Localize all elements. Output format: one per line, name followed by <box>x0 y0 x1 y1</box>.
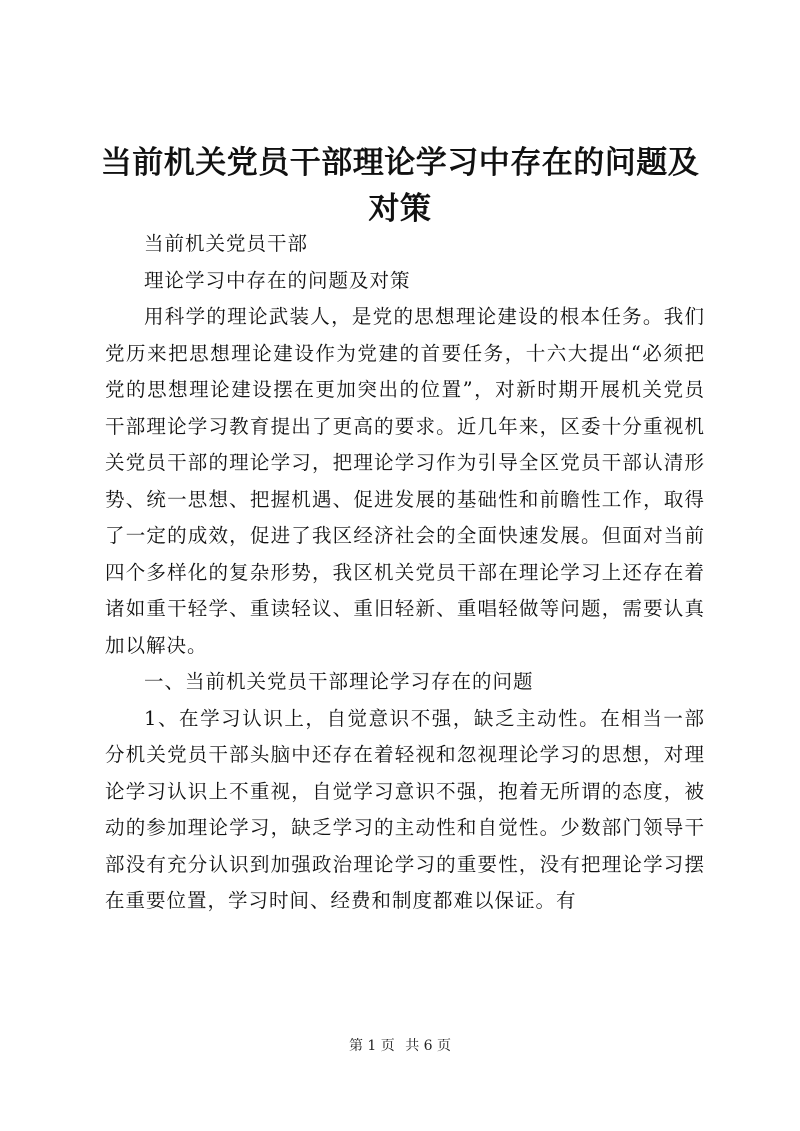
paragraph-introduction: 用科学的理论武装人，是党的思想理论建设的根本任务。我们党历来把思想理论建设作为党建的首要任务，十六大提出“必须把党的思想理论建设摆在更加突出的位置”，对新时期开展机关党员干部理论学习教育提出了更高的要求。近几年来，区委十分重视机关党员干部的理论学习，把理论学习作为引导全区党员干部认清形势、统一思想、把握机遇、促进发展的基础性和前瞻性工作，取得了一定的成效，促进了我区经济社会的全面快速发展。但面对当前四个多样化的复杂形势，我区机关党员干部在理论学习上还存在着诸如重干轻学、重读轻议、重旧轻新、重唱轻做等问题，需要认真加以解决。 <box>105 305 705 657</box>
section-heading: 一、当前机关党员干部理论学习存在的问题 <box>144 670 534 693</box>
paragraph-subtitle-line-2: 理论学习中存在的问题及对策 <box>144 268 411 292</box>
paragraph-point-1: 1、在学习认识上，自觉意识不强，缺乏主动性。在相当一部分机关党员干部头脑中还存在着轻视和忽视理论学习的思想，对理论学习认识上不重视，自觉学习意识不强，抱着无所谓的态度，被动的参加理论学习，缺乏学习的主动性和自觉性。少数部门领导干部没有充分认识到加强政治理论学习的重要性，没有把理论学习摆在重要位置，学习时间、经费和制度都难以保证。有 <box>105 706 705 912</box>
paragraph-subtitle-line-1: 当前机关党员干部 <box>144 232 309 255</box>
page-number: 第 1 页 <box>348 1038 395 1054</box>
document-body <box>105 226 705 920</box>
document-title: 当前机关党员干部理论学习中存在的问题及对策 <box>100 145 700 227</box>
total-pages: 共 6 页 <box>405 1038 452 1054</box>
page-footer <box>0 1036 800 1056</box>
